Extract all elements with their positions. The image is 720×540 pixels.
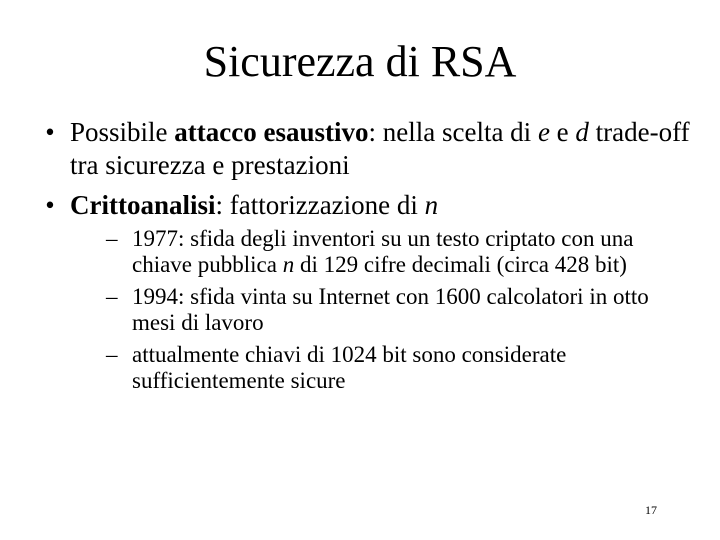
bullet-marker: • [45,117,55,147]
text-run-italic: d [575,117,589,147]
text-run: trade-off tra sicurezza e prestazioni [70,117,690,180]
text-run-italic: e [537,117,550,147]
text-run: : fattorizzazione di [215,190,425,220]
text-run-bold: Crittoanalisi [70,190,216,220]
sub-bullet-text [132,342,566,393]
bullet-text [70,190,438,220]
sub-bullet-item [106,226,690,278]
sub-bullet-list [106,226,690,394]
sub-bullet-marker: – [106,226,118,251]
bullet-item [40,189,690,394]
text-run: Possibile [70,117,175,147]
text-run-italic: n [282,252,295,277]
sub-bullet-text [132,284,649,335]
text-run: attualmente chiavi di 1024 bit sono considerate sufficientemente sicure [132,342,567,393]
text-run: 1977: sfida degli inventori su un testo criptato con una chiave pubblica [132,226,634,277]
sub-bullet-item [106,342,690,394]
text-run: di 129 cifre decimali (circa 428 bit) [294,252,627,277]
page-number: 17 [645,503,657,517]
sub-bullet-marker: – [106,284,118,309]
sub-bullet-marker: – [106,342,118,367]
text-run: : nella scelta di [368,117,538,147]
bullet-marker: • [45,190,55,220]
slide-title: Sicurezza di RSA [203,37,517,86]
text-run: e [549,117,576,147]
text-run-italic: n [424,190,439,220]
bullet-item [40,116,690,182]
sub-bullet-item [106,284,690,336]
sub-bullet-text [132,226,633,277]
text-run: 1994: sfida vinta su Internet con 1600 calcolatori in otto mesi di lavoro [132,284,649,335]
text-run-bold: attacco esaustivo [174,117,369,147]
bullet-text [70,117,690,180]
bullet-list [40,116,690,401]
